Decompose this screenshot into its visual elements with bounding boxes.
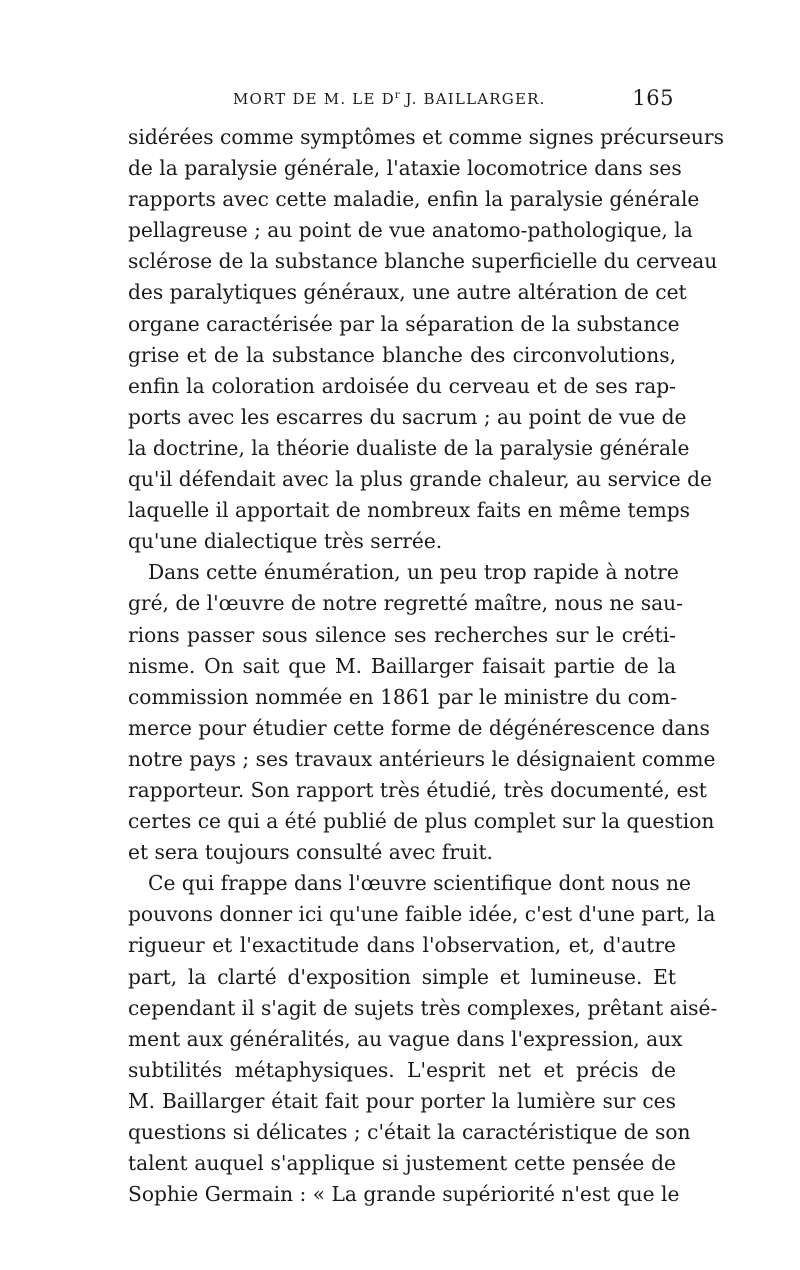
text-line: laquelle il apportait de nombreux faits en même temps: [128, 498, 690, 523]
running-head: [128, 88, 676, 122]
paragraph-3: [128, 868, 718, 1210]
text-line: nisme. On sait que M. Baillarger faisait partie de la: [128, 653, 676, 678]
text-line: Dans cette énumération, un peu trop rapide à notre: [148, 560, 679, 585]
text-line: subtilités métaphysiques. L'esprit net et précis de: [128, 1057, 676, 1082]
text-line: rigueur et l'exactitude dans l'observation, et, d'autre: [128, 933, 676, 958]
text-line: part, la clarté d'exposition simple et lumineuse. Et: [128, 964, 676, 989]
text-line: M. Baillarger était fait pour porter la lumière sur ces: [128, 1088, 676, 1113]
text-line: de la paralysie générale, l'ataxie locomotrice dans ses: [128, 156, 682, 181]
text-line: enfin la coloration ardoisée du cerveau et de ses rap-: [128, 373, 676, 398]
text-line: commission nommée en 1861 par le ministre du com-: [128, 684, 678, 709]
text-line: ports avec les escarres du sacrum ; au point de vue de: [128, 404, 687, 429]
text-line: sclérose de la substance blanche superficielle du cerveau: [128, 249, 718, 274]
running-title-superscript: r: [394, 90, 400, 101]
paragraph-1: [128, 122, 724, 557]
text-line: rions passer sous silence ses recherches sur le créti-: [128, 622, 676, 647]
text-line: Ce qui frappe dans l'œuvre scientifique dont nous ne: [148, 871, 691, 896]
text-line: merce pour étudier cette forme de dégénérescence dans: [128, 715, 710, 740]
text-line: Sophie Germain : « La grande supériorité n'est que le: [128, 1182, 680, 1207]
text-line: la doctrine, la théorie dualiste de la paralysie générale: [128, 435, 690, 460]
text-line: organe caractérisée par la séparation de la substance: [128, 311, 680, 336]
page-number: 165: [632, 86, 674, 110]
body-text: [128, 122, 724, 1210]
running-title-suffix: J. BAILLARGER.: [399, 90, 546, 108]
paragraph-2: [128, 557, 716, 868]
text-line: qu'une dialectique très serrée.: [128, 529, 443, 554]
text-line: rapports avec cette maladie, enfin la paralysie générale: [128, 187, 700, 212]
text-line: qu'il défendait avec la plus grande chaleur, au service de: [128, 467, 712, 492]
text-line: pellagreuse ; au point de vue anatomo-pathologique, la: [128, 218, 693, 243]
text-line: gré, de l'œuvre de notre regretté maître, nous ne sau-: [128, 591, 683, 616]
text-line: notre pays ; ses travaux antérieurs le désignaient comme: [128, 746, 716, 771]
text-line: et sera toujours consulté avec fruit.: [128, 840, 493, 865]
text-line: questions si délicates ; c'était la caractéristique de son: [128, 1120, 691, 1144]
text-line: des paralytiques généraux, une autre altération de cet: [128, 280, 687, 305]
book-page: [128, 86, 724, 1210]
text-line: ment aux généralités, au vague dans l'expression, aux: [128, 1026, 683, 1051]
text-line: talent auquel s'applique si justement cette pensée de: [128, 1151, 676, 1176]
text-line: pouvons donner ici qu'une faible idée, c'est d'une part, la: [128, 902, 716, 927]
text-line: cependant il s'agit de sujets très complexes, prêtant aisé-: [128, 995, 718, 1020]
text-line: sidérées comme symptômes et comme signes précurseurs: [128, 125, 724, 149]
text-line: certes ce qui a été publié de plus complet sur la question: [128, 809, 715, 834]
running-title: [233, 90, 546, 108]
text-line: rapporteur. Son rapport très étudié, très documenté, est: [128, 777, 707, 802]
running-title-prefix: MORT DE M. LE D: [233, 90, 395, 108]
text-line: grise et de la substance blanche des circonvolutions,: [128, 342, 676, 367]
